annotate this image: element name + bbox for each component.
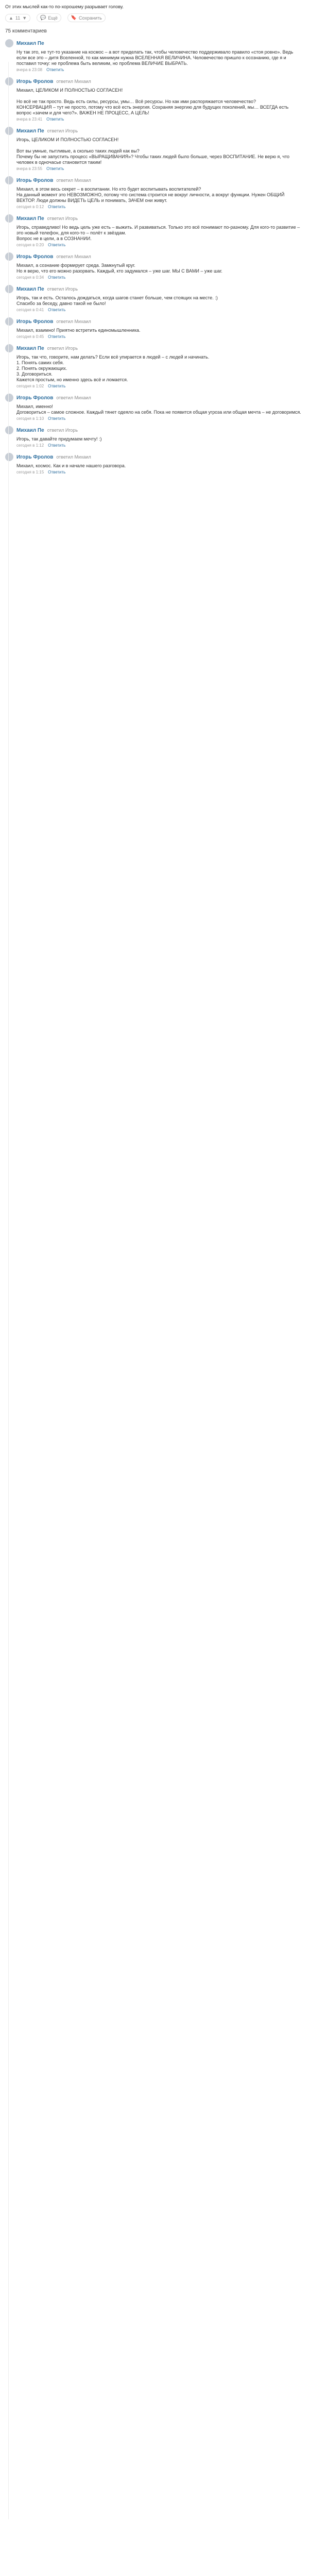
comment-header <box>5 77 304 86</box>
save-button[interactable] <box>67 13 106 22</box>
reply-button[interactable]: Ответить <box>46 67 64 72</box>
bookmark-icon: 🔖 <box>71 15 77 20</box>
comment-meta <box>16 384 304 388</box>
avatar[interactable] <box>5 426 13 434</box>
comment-author[interactable]: Игорь Фролов <box>16 177 54 183</box>
comment-header <box>5 394 304 402</box>
comment-author[interactable]: Михаил Пе <box>16 345 44 351</box>
comment-text: Игорь, справедливо! Но ведь цель уже есть – выжить. И развиваться. Только это всё понимают по-разному. Для кого-то развитие – это новый телефон, для кого-то – полёт к звёздам. Вопрос не в цели, а в СОЗНАНИИ. <box>16 225 300 241</box>
reply-button[interactable]: Ответить <box>48 308 66 312</box>
reply-button[interactable]: Ответить <box>48 470 66 474</box>
comment-header <box>5 214 304 223</box>
comment-time: сегодня в 0:45 <box>16 334 44 339</box>
avatar[interactable] <box>5 317 13 326</box>
comment-item <box>5 127 304 171</box>
post-actions-bar <box>5 13 304 22</box>
comment-item <box>5 394 304 421</box>
comments-button-label: Ещё <box>48 15 58 21</box>
comment-text: Игорь, так давайте придумаем мечту! :) <box>16 436 102 442</box>
comment-reply-to: ответил Михаил <box>56 254 91 259</box>
comment-icon: 💬 <box>40 15 46 20</box>
reply-button[interactable]: Ответить <box>48 384 66 388</box>
comment-time: вчера в 23:08 <box>16 67 43 72</box>
comment-text: Игорь, ЦЕЛИКОМ И ПОЛНОСТЬЮ СОГЛАСЕН! Вот вы умные, пытливые, а сколько таких людей как вы? Почему бы не запустить процесс «ВЫРАЩИВАНИЯ»? Чтобы таких людей было больше, через ВОСПИТАНИЕ. Не верю я, что человек в одночасье становится таким! <box>16 137 289 165</box>
reply-button[interactable]: Ответить <box>46 117 64 122</box>
comment-time: сегодня в 0:34 <box>16 275 44 280</box>
reply-button[interactable]: Ответить <box>48 334 66 339</box>
comment-meta <box>16 166 304 171</box>
avatar[interactable] <box>5 127 13 135</box>
comment-item <box>5 426 304 448</box>
avatar[interactable] <box>5 285 13 293</box>
comment-text: Михаил, взаимно! Приятно встретить единомышленника. <box>16 328 141 333</box>
comment-author[interactable]: Михаил Пе <box>16 427 44 433</box>
thread-connector-line <box>8 62 9 2519</box>
comment-reply-to: ответил Михаил <box>56 178 91 183</box>
comment-header <box>5 285 304 293</box>
comment-header <box>5 127 304 135</box>
comment-header <box>5 344 304 352</box>
downvote-icon[interactable]: ▼ <box>22 15 27 21</box>
comment-text: Игорь, так что, говорите, нам делать? Если всё упирается в людей – с людей и начинать. 1. Понять самих себя. 2. Понять окружающих. 3. Договориться. Кажется простым, но именно здесь всё и ломается. <box>16 354 210 382</box>
footer-watermark <box>0 2519 309 2576</box>
comment-text: Михаил, а сознание формирует среда. Замкнутый круг. Но я верю, что его можно разорвать. Каждый, кто задумался – уже шаг. МЫ С ВАМИ – уже шаг. <box>16 263 222 274</box>
comment-time: сегодня в 1:15 <box>16 470 44 474</box>
comment-header <box>5 453 304 461</box>
comment-time: сегодня в 1:12 <box>16 443 44 448</box>
avatar[interactable] <box>5 39 13 47</box>
reply-button[interactable]: Ответить <box>48 275 66 280</box>
comment-meta <box>16 308 304 312</box>
comment-reply-to: ответил Игорь <box>47 428 78 433</box>
comment-reply-to: ответил Михаил <box>56 79 91 84</box>
comment-header <box>5 39 304 47</box>
comment-meta <box>16 275 304 280</box>
avatar[interactable] <box>5 77 13 86</box>
comment-header <box>5 176 304 184</box>
avatar[interactable] <box>5 394 13 402</box>
comment-item <box>5 176 304 209</box>
reply-button[interactable]: Ответить <box>48 443 66 448</box>
comment-text: Михаил, ЦЕЛИКОМ И ПОЛНОСТЬЮ СОГЛАСЕН! Но всё не так просто. Ведь есть силы, ресурсы, умы… Всё ресурсы. Но как ими распоряжается человечество? КОНСЕРВАЦИЯ – тут не просто, потому что всё есть энергия. Сохраняя энергию для будущих поколений, мы… ВСЕГДА есть вопрос «зачем и для чего?». ВАЖЕН НЕ ПРОЦЕСС, А ЦЕЛЬ! <box>16 88 289 115</box>
comment-item <box>5 285 304 312</box>
comment-header <box>5 252 304 261</box>
comment-time: вчера в 23:41 <box>16 117 43 122</box>
comment-header <box>5 317 304 326</box>
comment-reply-to: ответил Михаил <box>56 454 91 460</box>
comment-author[interactable]: Михаил Пе <box>16 40 44 46</box>
post-rating-value: 11 <box>15 15 21 21</box>
save-button-label: Сохранить <box>79 15 102 21</box>
comment-item <box>5 214 304 247</box>
comment-text: Игорь, так и есть. Осталось дождаться, когда шагов станет больше, чем стоящих на месте. :) Спасибо за беседу, давно такой не было! <box>16 295 218 306</box>
comment-author[interactable]: Игорь Фролов <box>16 253 54 260</box>
reply-button[interactable]: Ответить <box>48 243 66 247</box>
comment-author[interactable]: Игорь Фролов <box>16 395 54 401</box>
comment-item <box>5 252 304 280</box>
comment-meta <box>16 243 304 247</box>
comment-author[interactable]: Михаил Пе <box>16 128 44 134</box>
reply-button[interactable]: Ответить <box>48 205 66 209</box>
avatar[interactable] <box>5 453 13 461</box>
comment-reply-to: ответил Игорь <box>47 128 78 133</box>
comment-time: сегодня в 0:12 <box>16 205 44 209</box>
comment-meta <box>16 67 304 72</box>
comment-text: Михаил, именно! Договориться – самое сложное. Каждый тянет одеяло на себя. Пока не появится общая угроза или общая мечта – не договоримся. <box>16 404 301 415</box>
comment-reply-to: ответил Игорь <box>47 216 78 221</box>
upvote-icon[interactable]: ▲ <box>9 15 13 21</box>
comment-time: вчера в 23:55 <box>16 166 43 171</box>
comment-author[interactable]: Михаил Пе <box>16 286 44 292</box>
comment-author[interactable]: Михаил Пе <box>16 215 44 222</box>
comment-meta <box>16 443 304 448</box>
avatar[interactable] <box>5 252 13 261</box>
comments-button[interactable] <box>37 13 61 22</box>
comment-reply-to: ответил Михаил <box>56 395 91 400</box>
comment-item <box>5 77 304 122</box>
comments-count: 75 комментариев <box>5 28 47 34</box>
post-intro-text: От этих мыслей как-то по-хорошему разрывает голову. <box>5 4 124 9</box>
comment-meta <box>16 470 304 474</box>
comment-author[interactable]: Игорь Фролов <box>16 318 54 325</box>
comments-list <box>5 39 304 474</box>
comment-header <box>5 426 304 434</box>
comment-reply-to: ответил Игорь <box>47 346 78 351</box>
comment-reply-to: ответил Игорь <box>47 286 78 292</box>
comment-reply-to: ответил Михаил <box>56 319 91 324</box>
comment-item <box>5 453 304 474</box>
comment-item <box>5 317 304 339</box>
comment-meta <box>16 416 304 421</box>
comment-meta <box>16 205 304 209</box>
comment-text: Михаил, космос. Как и в начале нашего разговора. <box>16 463 126 468</box>
comment-time: сегодня в 0:41 <box>16 308 44 312</box>
comment-time: сегодня в 1:02 <box>16 384 44 388</box>
reply-button[interactable]: Ответить <box>46 166 64 171</box>
avatar[interactable] <box>5 344 13 352</box>
comment-time: сегодня в 1:10 <box>16 416 44 421</box>
comment-item <box>5 344 304 388</box>
comment-meta <box>16 334 304 339</box>
comment-author[interactable]: Игорь Фролов <box>16 454 54 460</box>
post-rating[interactable] <box>5 14 30 22</box>
comment-meta <box>16 117 304 122</box>
avatar[interactable] <box>5 214 13 223</box>
comment-item <box>5 39 304 72</box>
reply-button[interactable]: Ответить <box>48 416 66 421</box>
comment-author[interactable]: Игорь Фролов <box>16 78 54 84</box>
comment-text: Михаил, в этом весь секрет – в воспитании. Но кто будет воспитывать воспитателей? На данный момент это НЕВОЗМОЖНО, потому что система строится не вокруг личности, а вокруг функции. Нужен ОБЩИЙ ВЕКТОР. Люди должны ВИДЕТЬ ЦЕЛЬ и понимать, ЗАЧЕМ они живут. <box>16 187 285 203</box>
comment-text: Ну так это, не тут-то указание на космос – а вот приделать так, чтобы человечество поддерживало правило «стоя ровно». Ведь если все это – дитя Вселенной, то как минимум нужна ВСЕЛЕННАЯ ВЕЛИЧИНА. Человечество пришло к осознанию, где я и поставил точку: не проблема быть великим, но проблема ВЕЛИЧИЕ ВЫБРАТЬ. <box>16 49 294 66</box>
comment-time: сегодня в 0:20 <box>16 243 44 247</box>
avatar[interactable] <box>5 176 13 184</box>
